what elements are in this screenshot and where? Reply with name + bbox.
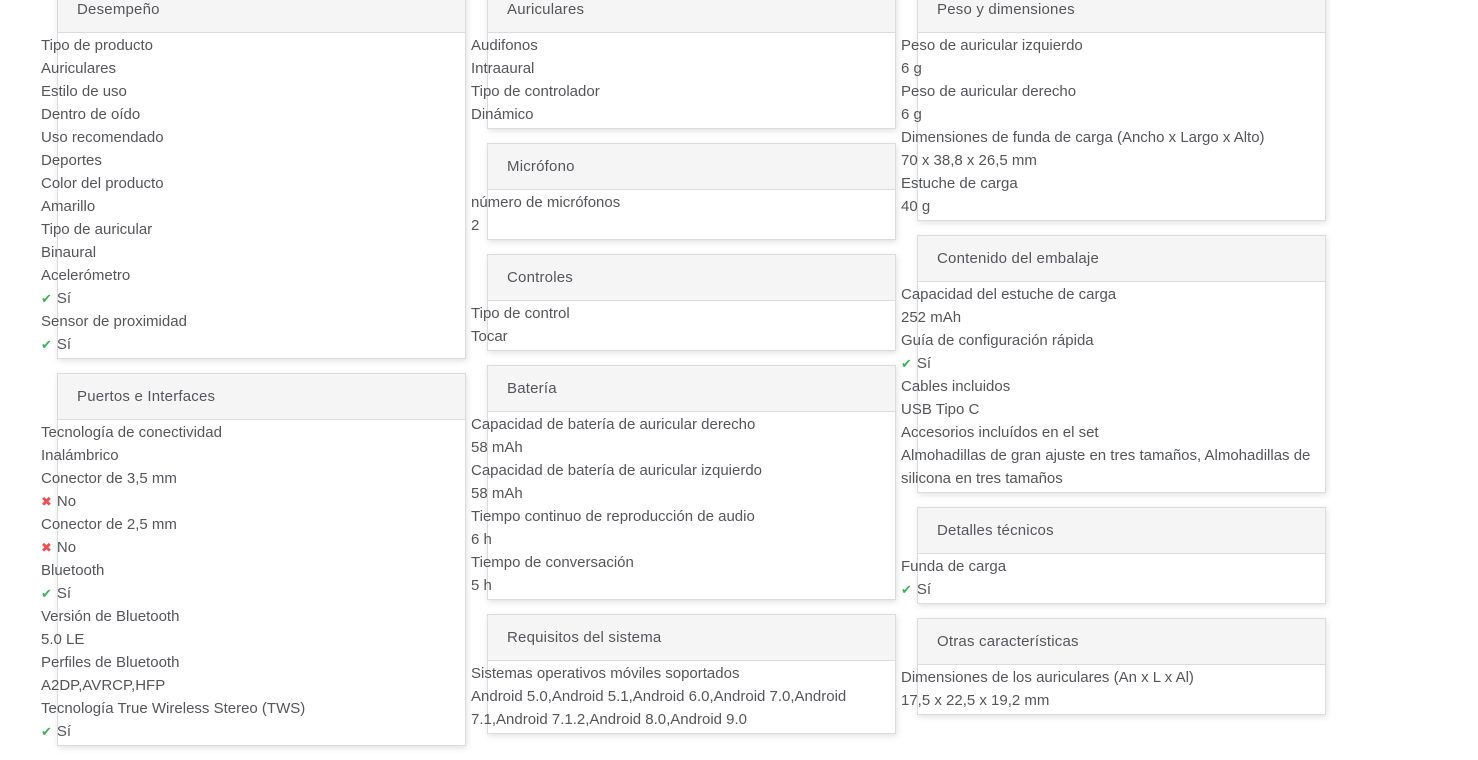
spec-label: Uso recomendado [41, 129, 164, 146]
spec-value-text: Sí [56, 723, 72, 740]
spec-value-text: Sí [916, 355, 932, 372]
spec-card-title: Desempeño [77, 1, 160, 18]
spec-value: 5.0 LE [41, 631, 85, 648]
spec-label: Bluetooth [41, 562, 105, 579]
spec-card-header [57, 0, 466, 33]
card-microfono [471, 143, 896, 240]
spec-label: Tipo de producto [41, 37, 154, 54]
x-icon: ✖ [41, 540, 52, 555]
spec-list [41, 420, 465, 745]
card-controles [471, 254, 896, 351]
spec-card-body [901, 665, 1326, 715]
spec-label: Sensor de proximidad [41, 313, 187, 330]
spec-column-3 [901, 0, 1326, 729]
spec-list [471, 412, 895, 599]
spec-value-text: Sí [56, 336, 72, 353]
spec-card-body [471, 301, 896, 351]
spec-card-body [471, 412, 896, 600]
card-desempeno [41, 0, 466, 359]
spec-list [901, 554, 1325, 603]
spec-label: Peso de auricular izquierdo [901, 37, 1083, 54]
spec-list [471, 661, 895, 733]
spec-value: Android 5.0,Android 5.1,Android 6.0,Android 7.0,Android 7.1,Android 7.1.2,Android 8.0,Android 9.0 [471, 688, 847, 728]
spec-value: Almohadillas de gran ajuste en tres tamaños, Almohadillas de silicona en tres tamaños [901, 447, 1311, 487]
spec-card-body [901, 33, 1326, 221]
spec-column-1 [41, 0, 466, 760]
spec-value-text: Sí [56, 290, 72, 307]
spec-value: Dentro de oído [41, 106, 141, 123]
spec-value-text: Sí [56, 585, 72, 602]
spec-value: 40 g [901, 198, 931, 215]
check-icon: ✔ [41, 291, 52, 306]
spec-label: Acelerómetro [41, 267, 131, 284]
spec-list [471, 190, 895, 239]
spec-value: 6 h [471, 531, 492, 548]
spec-card-title: Otras características [937, 633, 1079, 650]
spec-list [471, 301, 895, 350]
spec-card-header [57, 373, 466, 420]
spec-card-body [901, 282, 1326, 493]
spec-value: Dinámico [471, 106, 534, 123]
spec-card-title: Peso y dimensiones [937, 1, 1075, 18]
check-icon: ✔ [41, 724, 52, 739]
spec-value: USB Tipo C [901, 401, 980, 418]
spec-label: Guía de configuración rápida [901, 332, 1094, 349]
spec-value [901, 352, 1321, 375]
spec-label: Accesorios incluídos en el set [901, 424, 1099, 441]
spec-card-body [41, 33, 466, 359]
spec-value [41, 490, 461, 513]
spec-column-2 [471, 0, 896, 748]
spec-card-body [471, 661, 896, 734]
spec-value: 70 x 38,8 x 26,5 mm [901, 152, 1037, 169]
spec-label: Tecnología True Wireless Stereo (TWS) [41, 700, 306, 717]
spec-card-title: Requisitos del sistema [507, 629, 662, 646]
spec-list [41, 33, 465, 358]
spec-card-title: Detalles técnicos [937, 522, 1054, 539]
spec-card-title: Micrófono [507, 158, 575, 175]
spec-value: 17,5 x 22,5 x 19,2 mm [901, 692, 1050, 709]
spec-list [901, 665, 1325, 714]
spec-label: Conector de 2,5 mm [41, 516, 177, 533]
card-bateria [471, 365, 896, 600]
spec-value: A2DP,AVRCP,HFP [41, 677, 166, 694]
spec-card-header [487, 614, 896, 661]
card-detalles-tecnicos [901, 507, 1326, 604]
spec-value [41, 582, 461, 605]
card-contenido-del-embalaje [901, 235, 1326, 493]
spec-value-text: Sí [916, 581, 932, 598]
spec-card-body [471, 190, 896, 240]
spec-label: Audifonos [471, 37, 538, 54]
spec-label: Tipo de auricular [41, 221, 153, 238]
spec-card-title: Auriculares [507, 1, 585, 18]
spec-label: Peso de auricular derecho [901, 83, 1077, 100]
spec-label: Tiempo continuo de reproducción de audio [471, 508, 755, 525]
spec-label: Capacidad del estuche de carga [901, 286, 1117, 303]
spec-value: 6 g [901, 60, 922, 77]
spec-value: Inalámbrico [41, 447, 119, 464]
spec-value: 252 mAh [901, 309, 962, 326]
spec-value-text: No [56, 493, 77, 510]
spec-card-body [901, 554, 1326, 604]
spec-card-title: Batería [507, 380, 557, 397]
spec-label: Tipo de controlador [471, 83, 600, 100]
spec-label: Tipo de control [471, 305, 570, 322]
spec-value-text: No [56, 539, 77, 556]
spec-list [901, 33, 1325, 220]
spec-label: Funda de carga [901, 558, 1007, 575]
spec-label: Dimensiones de funda de carga (Ancho x Largo x Alto) [901, 129, 1265, 146]
spec-label: número de micrófonos [471, 194, 621, 211]
spec-value: 58 mAh [471, 439, 523, 456]
spec-value [901, 578, 1321, 601]
card-auriculares [471, 0, 896, 129]
spec-label: Tecnología de conectividad [41, 424, 222, 441]
spec-card-header [487, 143, 896, 190]
check-icon: ✔ [41, 586, 52, 601]
spec-list [471, 33, 895, 128]
spec-value: Amarillo [41, 198, 96, 215]
spec-label: Dimensiones de los auriculares (An x L x Al) [901, 669, 1194, 686]
spec-value: Tocar [471, 328, 508, 345]
spec-label: Capacidad de batería de auricular derecho [471, 416, 756, 433]
spec-value: 2 [471, 217, 480, 234]
spec-label: Versión de Bluetooth [41, 608, 180, 625]
spec-label: Tiempo de conversación [471, 554, 634, 571]
check-icon: ✔ [901, 356, 912, 371]
card-requisitos-del-sistema [471, 614, 896, 734]
spec-card-header [917, 235, 1326, 282]
spec-value: 6 g [901, 106, 922, 123]
spec-card-body [41, 420, 466, 746]
spec-value: Intraaural [471, 60, 535, 77]
check-icon: ✔ [901, 582, 912, 597]
spec-label: Sistemas operativos móviles soportados [471, 665, 740, 682]
card-otras-caracteristicas [901, 618, 1326, 715]
spec-value [41, 333, 461, 356]
check-icon: ✔ [41, 337, 52, 352]
spec-value [41, 720, 461, 743]
spec-card-title: Puertos e Interfaces [77, 388, 216, 405]
spec-card-header [487, 0, 896, 33]
spec-card-body [471, 33, 896, 129]
spec-label: Conector de 3,5 mm [41, 470, 177, 487]
spec-value [41, 287, 461, 310]
spec-card-header [487, 365, 896, 412]
spec-value: 58 mAh [471, 485, 523, 502]
card-peso-y-dimensiones [901, 0, 1326, 221]
spec-card-title: Contenido del embalaje [937, 250, 1100, 267]
spec-label: Cables incluidos [901, 378, 1011, 395]
spec-label: Perfiles de Bluetooth [41, 654, 180, 671]
card-puertos-e-interfaces [41, 373, 466, 746]
spec-value: Deportes [41, 152, 102, 169]
spec-label: Estilo de uso [41, 83, 127, 100]
spec-card-header [917, 507, 1326, 554]
spec-card-header [917, 0, 1326, 33]
spec-value: Auriculares [41, 60, 117, 77]
spec-label: Capacidad de batería de auricular izquierdo [471, 462, 763, 479]
spec-value: Binaural [41, 244, 97, 261]
spec-card-title: Controles [507, 269, 573, 286]
x-icon: ✖ [41, 494, 52, 509]
spec-card-header [917, 618, 1326, 665]
spec-label: Estuche de carga [901, 175, 1018, 192]
spec-card-header [487, 254, 896, 301]
spec-label: Color del producto [41, 175, 164, 192]
spec-value [41, 536, 461, 559]
spec-value: 5 h [471, 577, 492, 594]
spec-list [901, 282, 1325, 492]
